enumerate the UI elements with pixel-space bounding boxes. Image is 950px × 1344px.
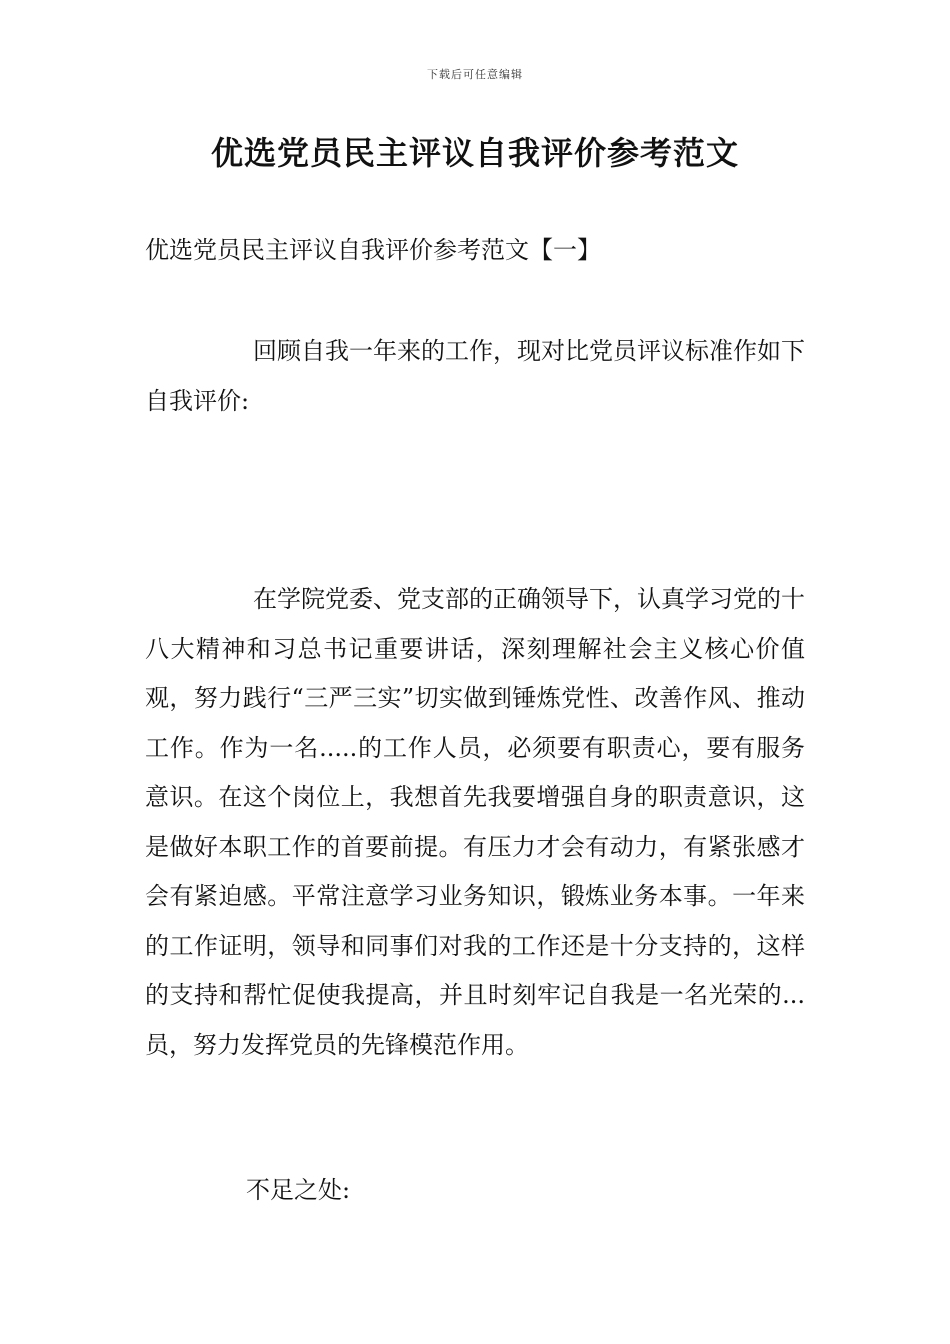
paragraph-intro: 回顾自我一年来的工作，现对比党员评议标准作如下自我评价:: [145, 337, 805, 415]
paragraph-shortcomings-heading: 不足之处:: [246, 1176, 351, 1204]
header-note: 下载后可任意编辑: [427, 68, 523, 81]
section-title: 优选党员民主评议自我评价参考范文【一】: [145, 236, 601, 264]
paragraph-body: 在学院党委、党支部的正确领导下，认真学习党的十八大精神和习总书记重要讲话，深刻理解社会主义核心价值观，努力践行“三严三实”切实做到锤炼党性、改善作风、推动工作。作为一名.....的工作人员，必须要有职责心，要有服务意识。在这个岗位上，我想首先我要增强自身的职责意识，这是做好本职工作的首要前提。有压力才会有动力，有紧张感才会有紧迫感。平常注意学习业务知识，锻炼业务本事。一年来的工作证明，领导和同事们对我的工作还是十分支持的，这样的支持和帮忙促使我提高，并且时刻牢记自我是一名光荣的...员，努力发挥党员的先锋模范作用。: [145, 585, 805, 1059]
document-title: 优选党员民主评议自我评价参考范文: [210, 134, 739, 172]
